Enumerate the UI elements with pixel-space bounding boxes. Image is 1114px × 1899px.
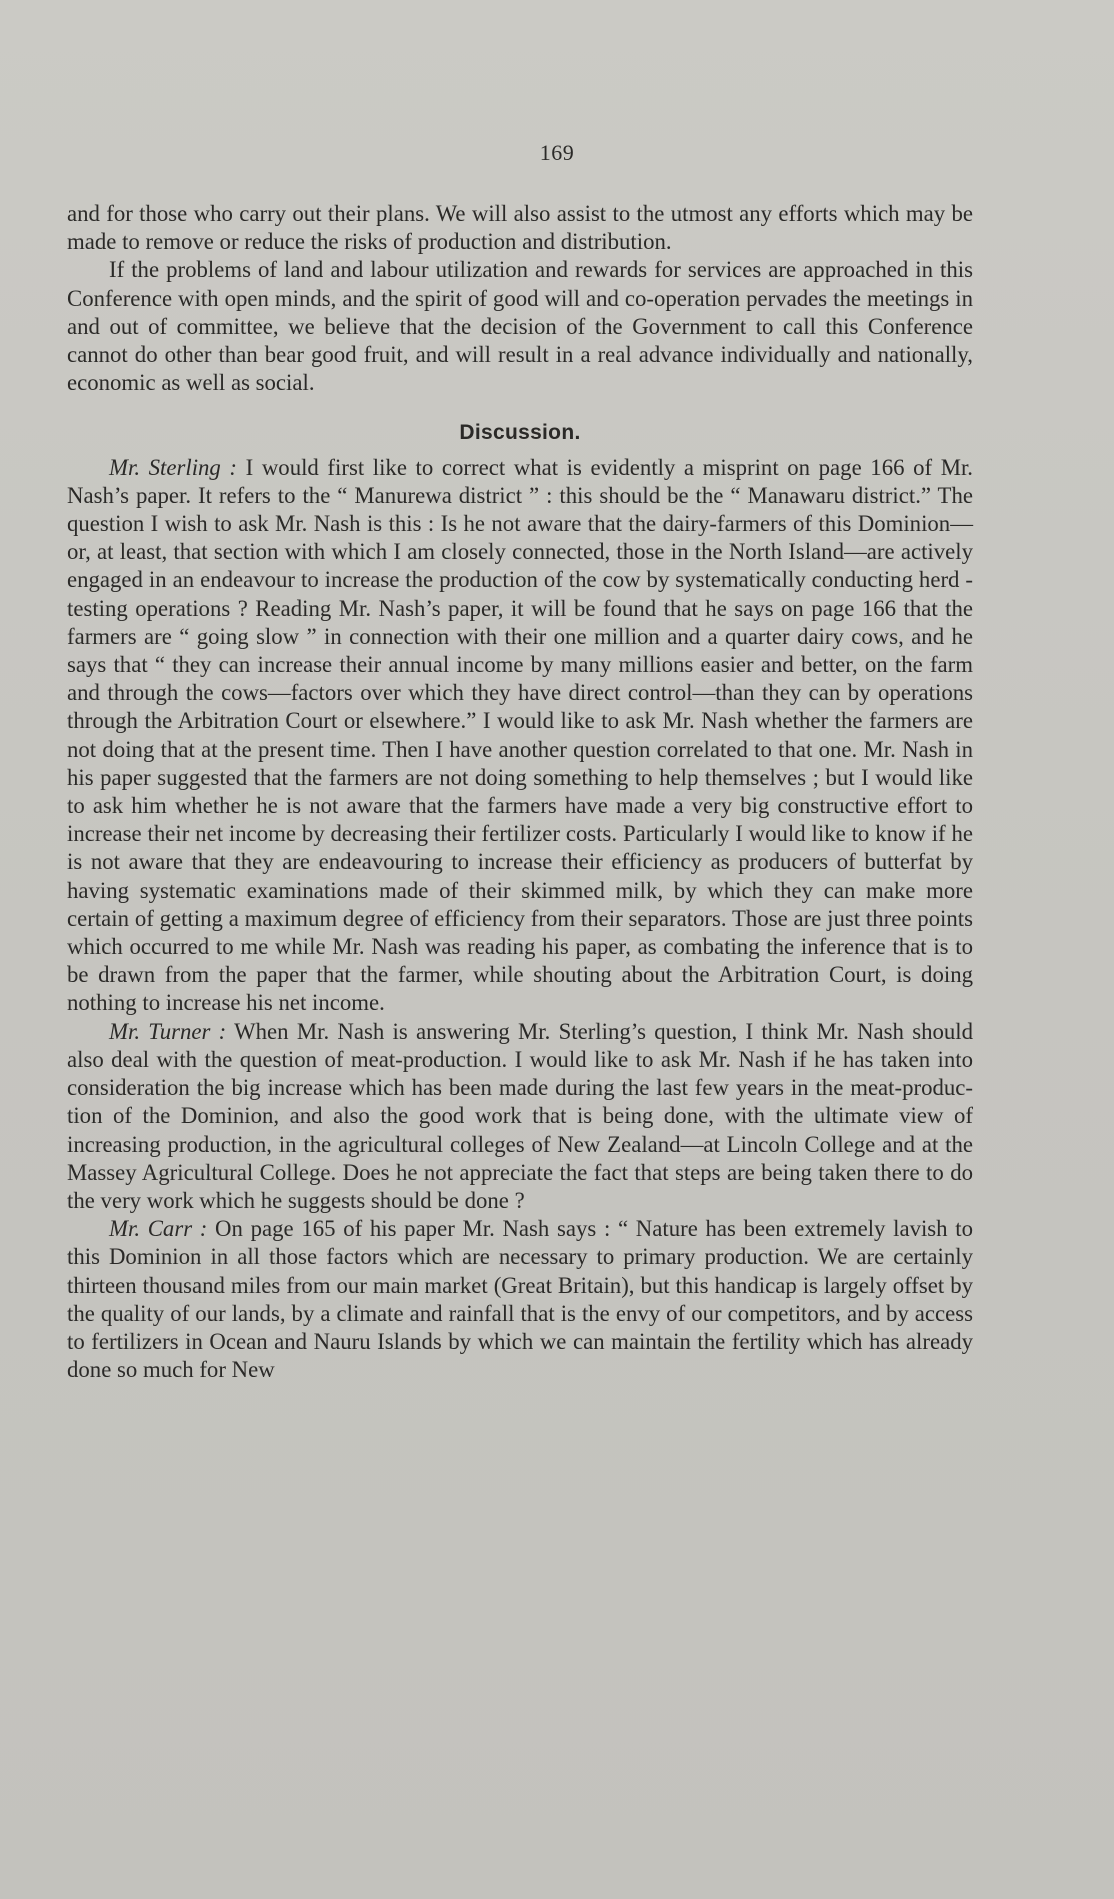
speaker-remarks: When Mr. Nash is answering Mr. Sterling’s question, I think Mr. Nash should also deal with the question of meat-production. I would like to ask Mr. Nash if he has taken into consideration the big increase which has been made during the last few years in the meat-production of the Dominion, and also the good work that is being done, with the ultimate view of increasing production, in the agricultural colleges of New Zealand—at Lincoln College and at the Massey Agricultural College. Does he not appreciate the fact that steps are being taken there to do the very work which he suggests should be done ? bbox=[67, 1018, 973, 1213]
discussion-paragraph-carr bbox=[67, 1215, 973, 1384]
speaker-name: Mr. Carr : bbox=[109, 1216, 208, 1242]
section-heading: Discussion. bbox=[459, 421, 581, 445]
speaker-remarks: On page 165 of his paper Mr. Nash says : “ Nature has been extremely lavish to this Dominion in all those factors which are necessary to primary production. We are certainly thirteen thousand miles from our main market (Great Britain), but this handicap is largely offset by the quality of our lands, by a climate and rainfall that is the envy of our competitors, and by access to fertilizers in Ocean and Nauru Islands by which we can maintain the fertility which has already done so much for New bbox=[67, 1216, 974, 1383]
discussion-paragraph-sterling bbox=[67, 454, 973, 1018]
body-text bbox=[67, 200, 973, 1384]
speaker-name: Mr. Turner : bbox=[109, 1018, 227, 1044]
paragraph-conference-outcome: If the problems of land and labour utilization and rewards for services are approached in this Conference with open minds, and the spirit of good will and co-operation pervades the meetings in and out of committee, we believe that the decision of the Government to call this Conference cannot do other than bear good fruit, and will result in a real advance individually and nationally, economic as well as social. bbox=[67, 257, 973, 396]
discussion-paragraph-turner bbox=[67, 1018, 973, 1215]
paragraph-intro-continuation: and for those who carry out their plans. We will also assist to the utmost any efforts which may be made to remove or reduce the risks of production and distribution. bbox=[67, 201, 973, 255]
speaker-remarks: I would first like to correct what is evidently a misprint on page 166 of Mr. Nash’s paper. It refers to the “ Manurewa district ” : this should be the “ Manawaru district.” The question I wish to ask Mr. Nash is this : Is he not aware that the dairy-farmers of this Dominion—or, at least, that section with which I am closely connected, those in the North Island—are actively engaged in an endeavour to increase the production of the cow by systematically conducting herd - testing operations ? Reading Mr. Nash’s paper, it will be found that he says on page 166 that the farmers are “ going slow ” in connection with their one million and a quarter dairy cows, and he says that “ they can increase their annual income by many millions easier and better, on the farm and through the cows—factors over which they have direct control—than they can by operations through the Arbitration Court or elsewhere.” I would like to ask Mr. Nash whether the farmers are not doing that at the present time. Then I have another question correlated to that one. Mr. Nash in his paper suggested that the farmers are not doing something to help themselves ; but I would like to ask him whether he is not aware that the farmers have made a very big constructive effort to increase their net income by decreasing their fertilizer costs. Particularly I would like to know if he is not aware that they are endeavouring to increase their efficiency as producers of butterfat by having systematic examinations made of their skimmed milk, by which they can make more certain of getting a maximum degree of efficiency from their separators. Those are just three points which occurred to me while Mr. Nash was reading his paper, as combating the inference that is to be drawn from the paper that the farmer, while shouting about the Arbitration Court, is doing nothing to increase his net income. bbox=[67, 454, 973, 1016]
speaker-name: Mr. Sterling : bbox=[109, 454, 238, 480]
page-number: 169 bbox=[539, 140, 575, 165]
